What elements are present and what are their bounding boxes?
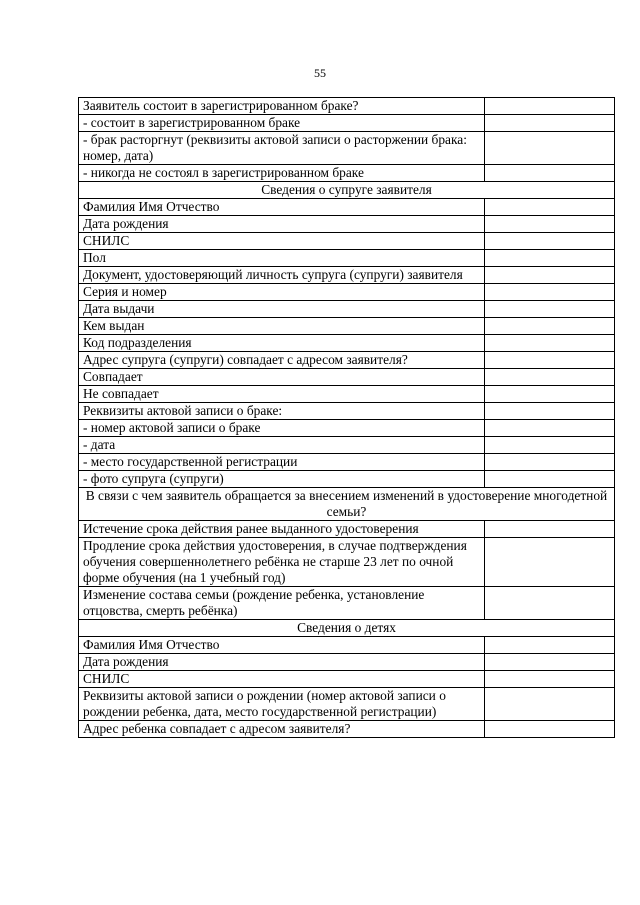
- table-row: [79, 538, 615, 587]
- table-row: [79, 132, 615, 165]
- field-value-cell[interactable]: [485, 284, 615, 301]
- table-row: [79, 721, 615, 738]
- field-value-cell[interactable]: [485, 199, 615, 216]
- field-label: - дата: [79, 437, 485, 454]
- table-row: [79, 115, 615, 132]
- field-value-cell[interactable]: [485, 587, 615, 620]
- field-label: Документ, удостоверяющий личность супруга (супруги) заявителя: [79, 267, 485, 284]
- field-value-cell[interactable]: [485, 335, 615, 352]
- field-label: Серия и номер: [79, 284, 485, 301]
- field-value-cell[interactable]: [485, 454, 615, 471]
- table-row: [79, 216, 615, 233]
- section-children-heading: Сведения о детях: [79, 620, 615, 637]
- table-row: [79, 637, 615, 654]
- table-row: [79, 403, 615, 420]
- field-label: Фамилия Имя Отчество: [79, 637, 485, 654]
- table-row: [79, 165, 615, 182]
- table-row: [79, 671, 615, 688]
- field-label: - фото супруга (супруги): [79, 471, 485, 488]
- application-form-table: [78, 97, 615, 738]
- table-row: [79, 688, 615, 721]
- field-label: - место государственной регистрации: [79, 454, 485, 471]
- table-row: [79, 654, 615, 671]
- field-value-cell[interactable]: [485, 471, 615, 488]
- field-label: Код подразделения: [79, 335, 485, 352]
- section-reason-heading: В связи с чем заявитель обращается за внесением изменений в удостоверение многодетной семьи?: [79, 488, 615, 521]
- field-value-cell[interactable]: [485, 250, 615, 267]
- field-value-cell[interactable]: [485, 437, 615, 454]
- field-value-cell[interactable]: [485, 386, 615, 403]
- field-label: Истечение срока действия ранее выданного удостоверения: [79, 521, 485, 538]
- table-row: [79, 420, 615, 437]
- field-label: Дата выдачи: [79, 301, 485, 318]
- field-value-cell[interactable]: [485, 538, 615, 587]
- table-row: [79, 454, 615, 471]
- field-value-cell[interactable]: [485, 216, 615, 233]
- field-label: Кем выдан: [79, 318, 485, 335]
- page-number: 55: [314, 66, 326, 80]
- table-row: [79, 199, 615, 216]
- table-row: [79, 587, 615, 620]
- field-value-cell[interactable]: [485, 233, 615, 250]
- field-label: Изменение состава семьи (рождение ребенка, установление отцовства, смерть ребёнка): [79, 587, 485, 620]
- field-label: Адрес супруга (супруги) совпадает с адресом заявителя?: [79, 352, 485, 369]
- section-header-row: [79, 488, 615, 521]
- field-value-cell[interactable]: [485, 132, 615, 165]
- field-value-cell[interactable]: [485, 115, 615, 132]
- table-row: [79, 98, 615, 115]
- field-value-cell[interactable]: [485, 98, 615, 115]
- table-row: [79, 301, 615, 318]
- field-value-cell[interactable]: [485, 521, 615, 538]
- field-value-cell[interactable]: [485, 352, 615, 369]
- field-label: - состоит в зарегистрированном браке: [79, 115, 485, 132]
- field-value-cell[interactable]: [485, 688, 615, 721]
- field-label: Дата рождения: [79, 654, 485, 671]
- section-header-row: [79, 620, 615, 637]
- field-label: - брак расторгнут (реквизиты актовой записи о расторжении брака: номер, дата): [79, 132, 485, 165]
- field-value-cell[interactable]: [485, 318, 615, 335]
- table-row: [79, 250, 615, 267]
- field-value-cell[interactable]: [485, 721, 615, 738]
- field-label: Пол: [79, 250, 485, 267]
- field-label: Адрес ребенка совпадает с адресом заявителя?: [79, 721, 485, 738]
- field-label: Реквизиты актовой записи о рождении (номер актовой записи о рождении ребенка, дата, место государственной регистрации): [79, 688, 485, 721]
- table-row: [79, 369, 615, 386]
- field-label: Фамилия Имя Отчество: [79, 199, 485, 216]
- table-row: [79, 267, 615, 284]
- table-row: [79, 386, 615, 403]
- field-label: СНИЛС: [79, 233, 485, 250]
- field-value-cell[interactable]: [485, 369, 615, 386]
- field-label: Совпадает: [79, 369, 485, 386]
- table-row: [79, 233, 615, 250]
- field-value-cell[interactable]: [485, 671, 615, 688]
- table-row: [79, 284, 615, 301]
- field-value-cell[interactable]: [485, 165, 615, 182]
- field-label: СНИЛС: [79, 671, 485, 688]
- field-label: Заявитель состоит в зарегистрированном браке?: [79, 98, 485, 115]
- field-value-cell[interactable]: [485, 267, 615, 284]
- field-label: - никогда не состоял в зарегистрированном браке: [79, 165, 485, 182]
- field-value-cell[interactable]: [485, 420, 615, 437]
- table-row: [79, 335, 615, 352]
- field-label: - номер актовой записи о браке: [79, 420, 485, 437]
- section-header-row: [79, 182, 615, 199]
- table-row: [79, 318, 615, 335]
- field-value-cell[interactable]: [485, 301, 615, 318]
- table-row: [79, 471, 615, 488]
- section-spouse-heading: Сведения о супруге заявителя: [79, 182, 615, 199]
- field-label: Реквизиты актовой записи о браке:: [79, 403, 485, 420]
- field-label: Продление срока действия удостоверения, в случае подтверждения обучения совершеннолетнего ребёнка не старше 23 лет по очной форме обучения (на 1 учебный год): [79, 538, 485, 587]
- field-value-cell[interactable]: [485, 654, 615, 671]
- table-row: [79, 521, 615, 538]
- table-row: [79, 437, 615, 454]
- field-value-cell[interactable]: [485, 403, 615, 420]
- field-label: Не совпадает: [79, 386, 485, 403]
- field-value-cell[interactable]: [485, 637, 615, 654]
- table-row: [79, 352, 615, 369]
- field-label: Дата рождения: [79, 216, 485, 233]
